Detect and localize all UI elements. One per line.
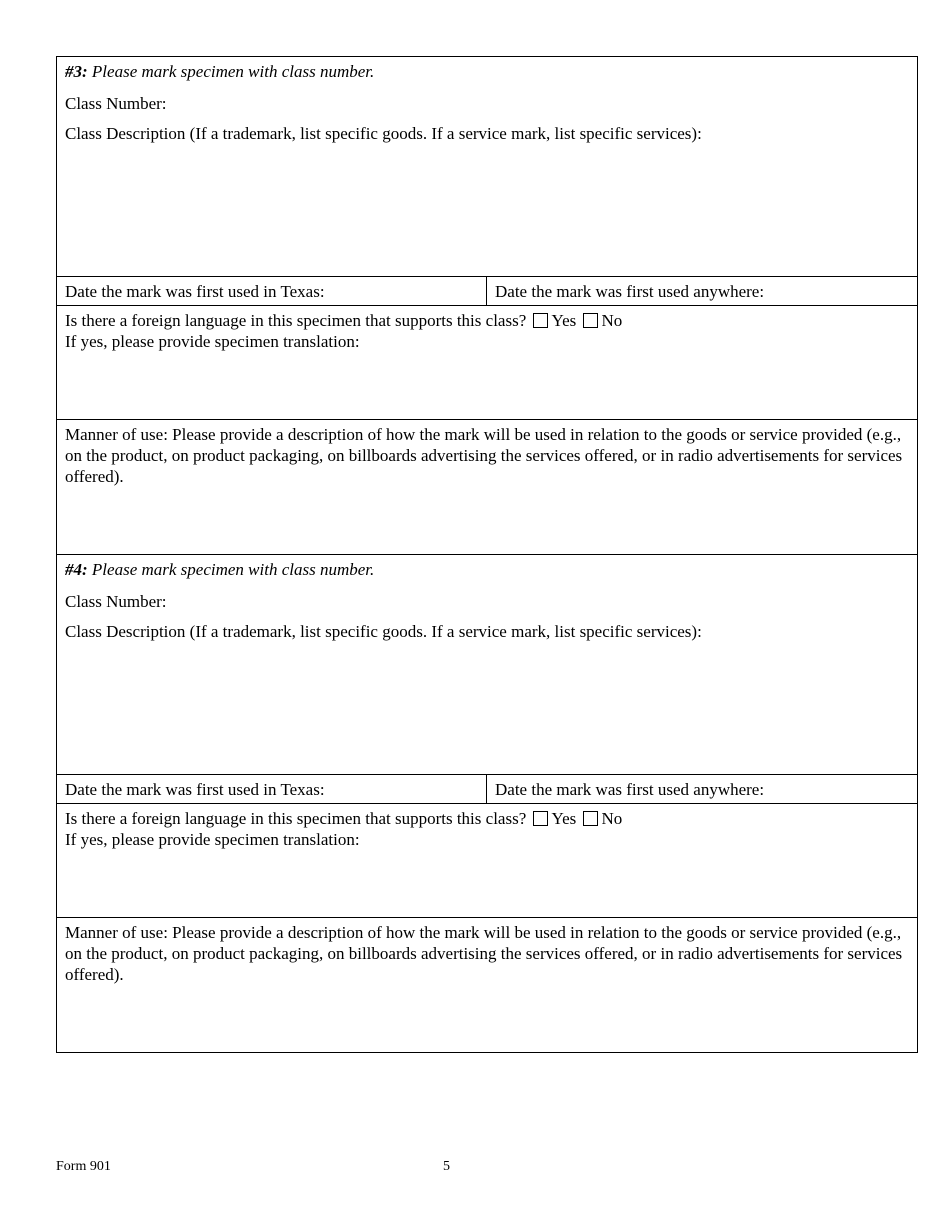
class-number-tag: #4: (65, 560, 88, 579)
date-first-used-anywhere-label: Date the mark was first used anywhere: (495, 780, 765, 799)
no-checkbox[interactable] (583, 811, 598, 826)
foreign-language-area[interactable] (57, 305, 917, 419)
class-section-3 (57, 57, 917, 554)
date-first-used-texas-label: Date the mark was first used in Texas: (65, 282, 325, 301)
date-first-used-texas-field[interactable] (57, 277, 487, 305)
manner-of-use-label: Manner of use: Please provide a description of how the mark will be used in relation to the goods or service provided (e.g., on the product, on product packaging, on billboards advertising the services offered, or in radio advertisements for services offered). (65, 923, 903, 984)
class-section-4 (57, 554, 917, 1052)
date-first-used-texas-label: Date the mark was first used in Texas: (65, 780, 325, 799)
foreign-language-question-line (65, 808, 909, 829)
class-instruction: Please mark specimen with class number. (91, 62, 375, 81)
no-checkbox[interactable] (583, 313, 598, 328)
manner-of-use-area[interactable] (57, 917, 917, 1052)
translation-label: If yes, please provide specimen translation: (65, 830, 360, 849)
yes-label: Yes (551, 809, 577, 828)
class-number-tag: #3: (65, 62, 88, 81)
date-first-used-texas-field[interactable] (57, 775, 487, 803)
no-label: No (601, 809, 623, 828)
date-row (57, 276, 917, 305)
date-first-used-anywhere-field[interactable] (487, 775, 917, 803)
class-heading (65, 61, 909, 82)
translation-label: If yes, please provide specimen translation: (65, 332, 360, 351)
foreign-language-area[interactable] (57, 803, 917, 917)
class-info-area[interactable] (57, 57, 917, 276)
manner-of-use-area[interactable] (57, 419, 917, 554)
manner-of-use-label: Manner of use: Please provide a description of how the mark will be used in relation to the goods or service provided (e.g., on the product, on product packaging, on billboards advertising the services offered, or in radio advertisements for services offered). (65, 425, 903, 486)
class-info-area[interactable] (57, 555, 917, 774)
class-description-label: Class Description (If a trademark, list specific goods. If a service mark, list specific services): (65, 124, 702, 143)
class-number-label: Class Number: (65, 94, 167, 113)
date-first-used-anywhere-field[interactable] (487, 277, 917, 305)
foreign-language-question: Is there a foreign language in this specimen that supports this class? (65, 311, 527, 330)
class-heading (65, 559, 909, 580)
yes-checkbox[interactable] (533, 313, 548, 328)
class-number-label: Class Number: (65, 592, 167, 611)
date-row (57, 774, 917, 803)
footer-page-number: 5 (443, 1159, 450, 1174)
trademark-class-form (56, 56, 918, 1053)
yes-checkbox[interactable] (533, 811, 548, 826)
yes-label: Yes (551, 311, 577, 330)
date-first-used-anywhere-label: Date the mark was first used anywhere: (495, 282, 765, 301)
no-label: No (601, 311, 623, 330)
footer-form-name: Form 901 (56, 1159, 111, 1174)
class-description-label: Class Description (If a trademark, list specific goods. If a service mark, list specific services): (65, 622, 702, 641)
foreign-language-question-line (65, 310, 909, 331)
foreign-language-question: Is there a foreign language in this specimen that supports this class? (65, 809, 527, 828)
class-instruction: Please mark specimen with class number. (91, 560, 375, 579)
